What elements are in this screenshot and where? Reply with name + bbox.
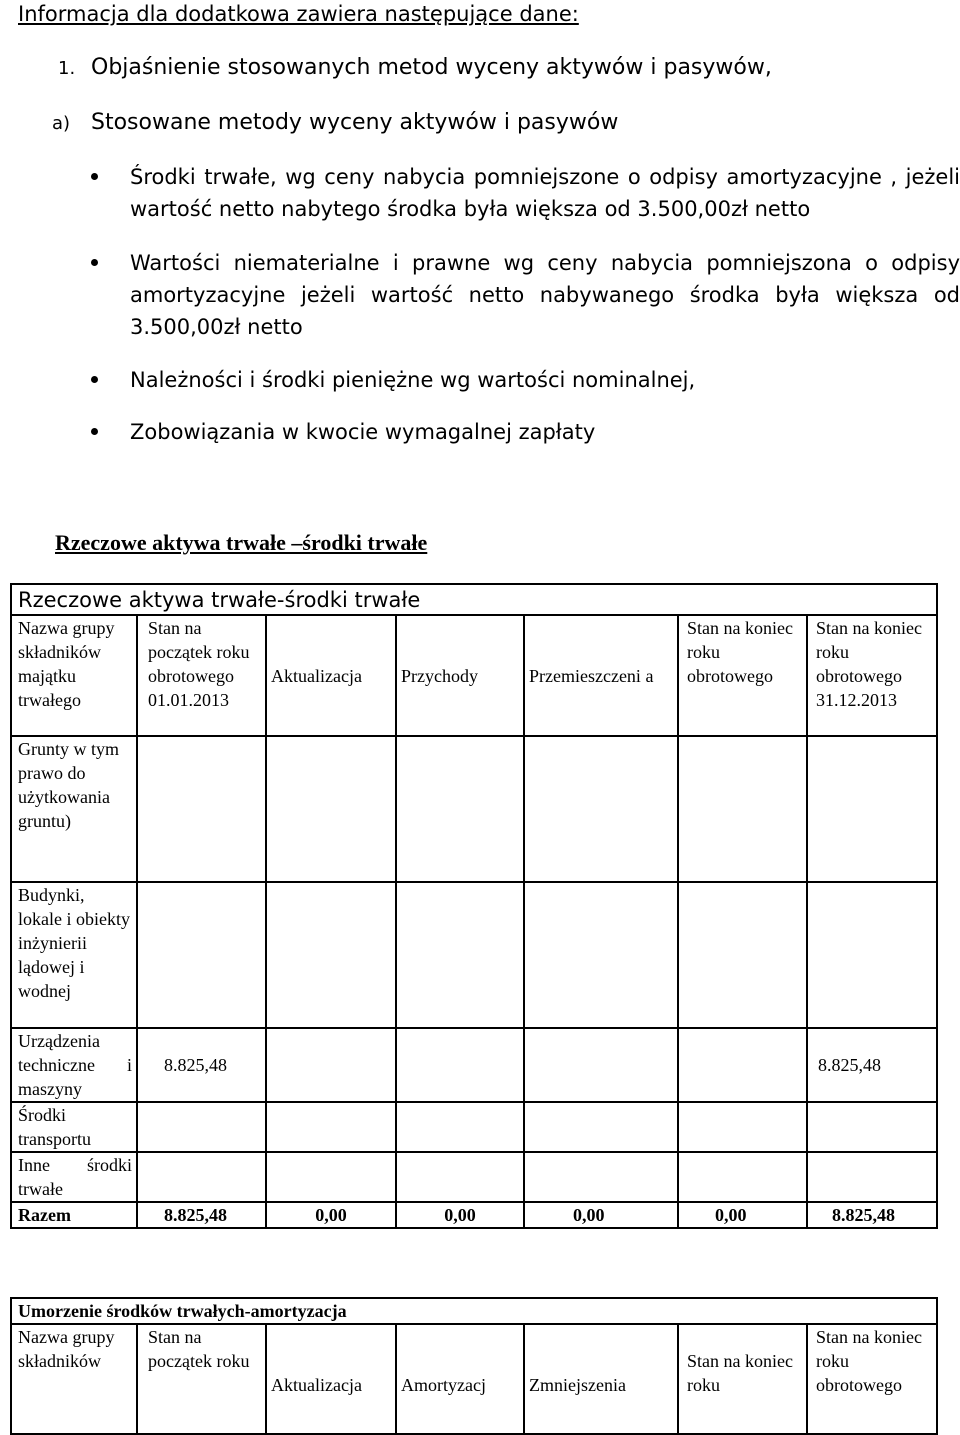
column-header: Przemieszczeni a <box>524 615 678 736</box>
row-label: Środki transportu <box>11 1102 137 1152</box>
total-cell: 0,00 <box>678 1202 807 1228</box>
column-header: Stan na koniec roku obrotowego <box>678 615 807 736</box>
row-label: Budynki, lokale i obiekty inżynierii lądowej i wodnej <box>11 882 137 1028</box>
table-cell <box>524 736 678 882</box>
table-cell <box>137 882 266 1028</box>
total-cell: 8.825,48 <box>137 1202 266 1228</box>
column-header: Stan na koniec roku obrotowego 31.12.2013 <box>807 615 937 736</box>
column-header: Aktualizacja <box>266 1324 396 1434</box>
section-1-text: Objaśnienie stosowanych metod wyceny aktywów i pasywów, <box>91 55 772 80</box>
table-cell <box>678 882 807 1028</box>
table-cell <box>678 1102 807 1152</box>
column-header: Nazwa grupy składników <box>11 1324 137 1434</box>
column-header: Zmniejszenia <box>524 1324 678 1434</box>
table-cell <box>678 1152 807 1202</box>
table-cell <box>396 736 524 882</box>
column-header: Nazwa grupy składników majątku trwałego <box>11 615 137 736</box>
column-header: Aktualizacja <box>266 615 396 736</box>
table-cell <box>137 1102 266 1152</box>
intro-text: Informacja dla dodatkowa zawiera następujące dane: <box>18 2 579 26</box>
table-cell <box>137 1152 266 1202</box>
section-title: Rzeczowe aktywa trwałe –środki trwałe <box>55 530 428 555</box>
table-cell <box>266 882 396 1028</box>
table-cell <box>266 736 396 882</box>
table-cell: 8.825,48 <box>137 1028 266 1102</box>
table-row <box>11 1152 937 1202</box>
total-cell: 8.825,48 <box>807 1202 937 1228</box>
table-row <box>11 736 937 882</box>
table-row <box>11 882 937 1028</box>
table-cell <box>396 1102 524 1152</box>
list-item: Zobowiązania w kwocie wymagalnej zapłaty <box>130 416 960 448</box>
list-item: Środki trwałe, wg ceny nabycia pomniejszone o odpisy amortyzacyjne , jeżeli wartość netto nabytego środka była większa od 3.500,00zł netto <box>130 161 960 225</box>
total-label: Razem <box>11 1202 137 1228</box>
total-row <box>11 1202 937 1228</box>
section-a-number: a) <box>52 113 71 134</box>
table-cell: 8.825,48 <box>807 1028 937 1102</box>
row-label: Urządzenia techniczne i maszyny <box>11 1028 137 1102</box>
valuation-methods-list <box>130 161 960 470</box>
column-header: Przychody <box>396 615 524 736</box>
table-cell <box>524 1152 678 1202</box>
table-cell <box>807 882 937 1028</box>
table-cell <box>396 882 524 1028</box>
table-cell <box>524 882 678 1028</box>
section-1-heading <box>58 55 772 80</box>
table-cell <box>678 1028 807 1102</box>
table-cell <box>524 1028 678 1102</box>
fixed-assets-table <box>10 583 938 1229</box>
table-title: Rzeczowe aktywa trwałe-środki trwałe <box>11 584 937 615</box>
table-cell <box>266 1152 396 1202</box>
total-cell: 0,00 <box>524 1202 678 1228</box>
table-cell <box>137 736 266 882</box>
list-item: Należności i środki pieniężne wg wartości nominalnej, <box>130 364 960 396</box>
column-header: Stan na koniec roku <box>678 1324 807 1434</box>
column-header: Stan na początek roku <box>137 1324 266 1434</box>
table-cell <box>807 1152 937 1202</box>
table-cell <box>266 1102 396 1152</box>
column-header: Amortyzacj <box>396 1324 524 1434</box>
row-label: Grunty w tym prawo do użytkowania gruntu) <box>11 736 137 882</box>
section-a-heading <box>52 110 618 135</box>
total-cell: 0,00 <box>266 1202 396 1228</box>
table-cell <box>396 1028 524 1102</box>
depreciation-table <box>10 1297 938 1435</box>
column-header: Stan na koniec roku obrotowego <box>807 1324 937 1434</box>
list-item: Wartości niematerialne i prawne wg ceny nabycia pomniejszona o odpisy amortyzacyjne jeżeli wartość netto nabywanego środka była większa od 3.500,00zł netto <box>130 247 960 343</box>
total-cell: 0,00 <box>396 1202 524 1228</box>
column-header: Stan na początek roku obrotowego 01.01.2013 <box>137 615 266 736</box>
table-cell <box>678 736 807 882</box>
table-row <box>11 1102 937 1152</box>
table-cell <box>396 1152 524 1202</box>
row-label: Inne środki trwałe <box>11 1152 137 1202</box>
table-cell <box>807 1102 937 1152</box>
table-title: Umorzenie środków trwałych-amortyzacja <box>11 1298 937 1324</box>
table-row <box>11 1028 937 1102</box>
section-1-number: 1. <box>58 58 76 79</box>
table-cell <box>266 1028 396 1102</box>
section-a-text: Stosowane metody wyceny aktywów i pasywów <box>91 110 619 135</box>
table-cell <box>807 736 937 882</box>
table-cell <box>524 1102 678 1152</box>
